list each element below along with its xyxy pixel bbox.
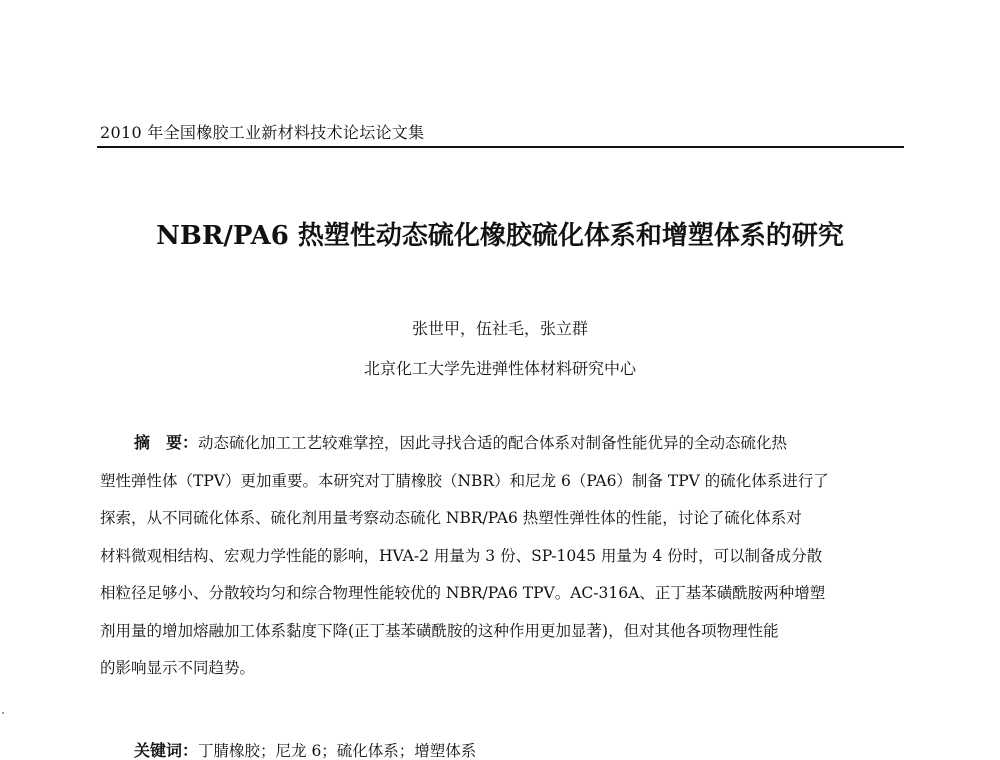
affiliation: 北京化工大学先进弹性体材料研究中心 xyxy=(363,359,636,378)
abstract-label: 摘 要： xyxy=(134,433,199,452)
abstract xyxy=(100,433,905,696)
keywords xyxy=(134,738,476,760)
keywords-label: 关键词： xyxy=(134,741,199,760)
keywords-text: 丁腈橡胶；尼龙 6；硫化体系；增塑体系 xyxy=(198,742,477,760)
abstract-line: 的影响显示不同趋势。 xyxy=(100,659,256,677)
abstract-line: 相粒径足够小、分散较均匀和综合物理性能较优的 NBR/PA6 TPV。AC-316A、正丁基苯磺酰胺两种增塑 xyxy=(100,584,826,602)
abstract-line: 探索，从不同硫化体系、硫化剂用量考察动态硫化 NBR/PA6 热塑性弹性体的性能，讨论了硫化体系对 xyxy=(100,509,802,527)
running-header: 2010 年全国橡胶工业新材料技术论坛论文集 xyxy=(100,123,425,142)
abstract-line xyxy=(100,433,905,471)
abstract-line: 剂用量的增加熔融加工体系黏度下降(正丁基苯磺酰胺的这种作用更加显著)，但对其他各项物理性能 xyxy=(100,621,779,640)
abstract-line: 塑性弹性体（TPV）更加重要。本研究对丁腈橡胶（NBR）和尼龙 6（PA6）制备 TPV 的硫化体系进行了 xyxy=(100,471,829,490)
abstract-text: 动态硫化加工工艺较难掌控，因此寻找合适的配合体系对制备性能优异的全动态硫化热 xyxy=(198,434,788,452)
abstract-line: 材料微观相结构、宏观力学性能的影响，HVA-2 用量为 3 份、SP-1045 用量为 4 份时，可以制备成分散 xyxy=(100,546,823,565)
header-rule xyxy=(97,146,904,148)
authors: 张世甲，伍社毛，张立群 xyxy=(411,319,588,338)
paper-title: NBR/PA6 热塑性动态硫化橡胶硫化体系和增塑体系的研究 xyxy=(156,221,844,251)
scan-speck xyxy=(2,712,4,714)
